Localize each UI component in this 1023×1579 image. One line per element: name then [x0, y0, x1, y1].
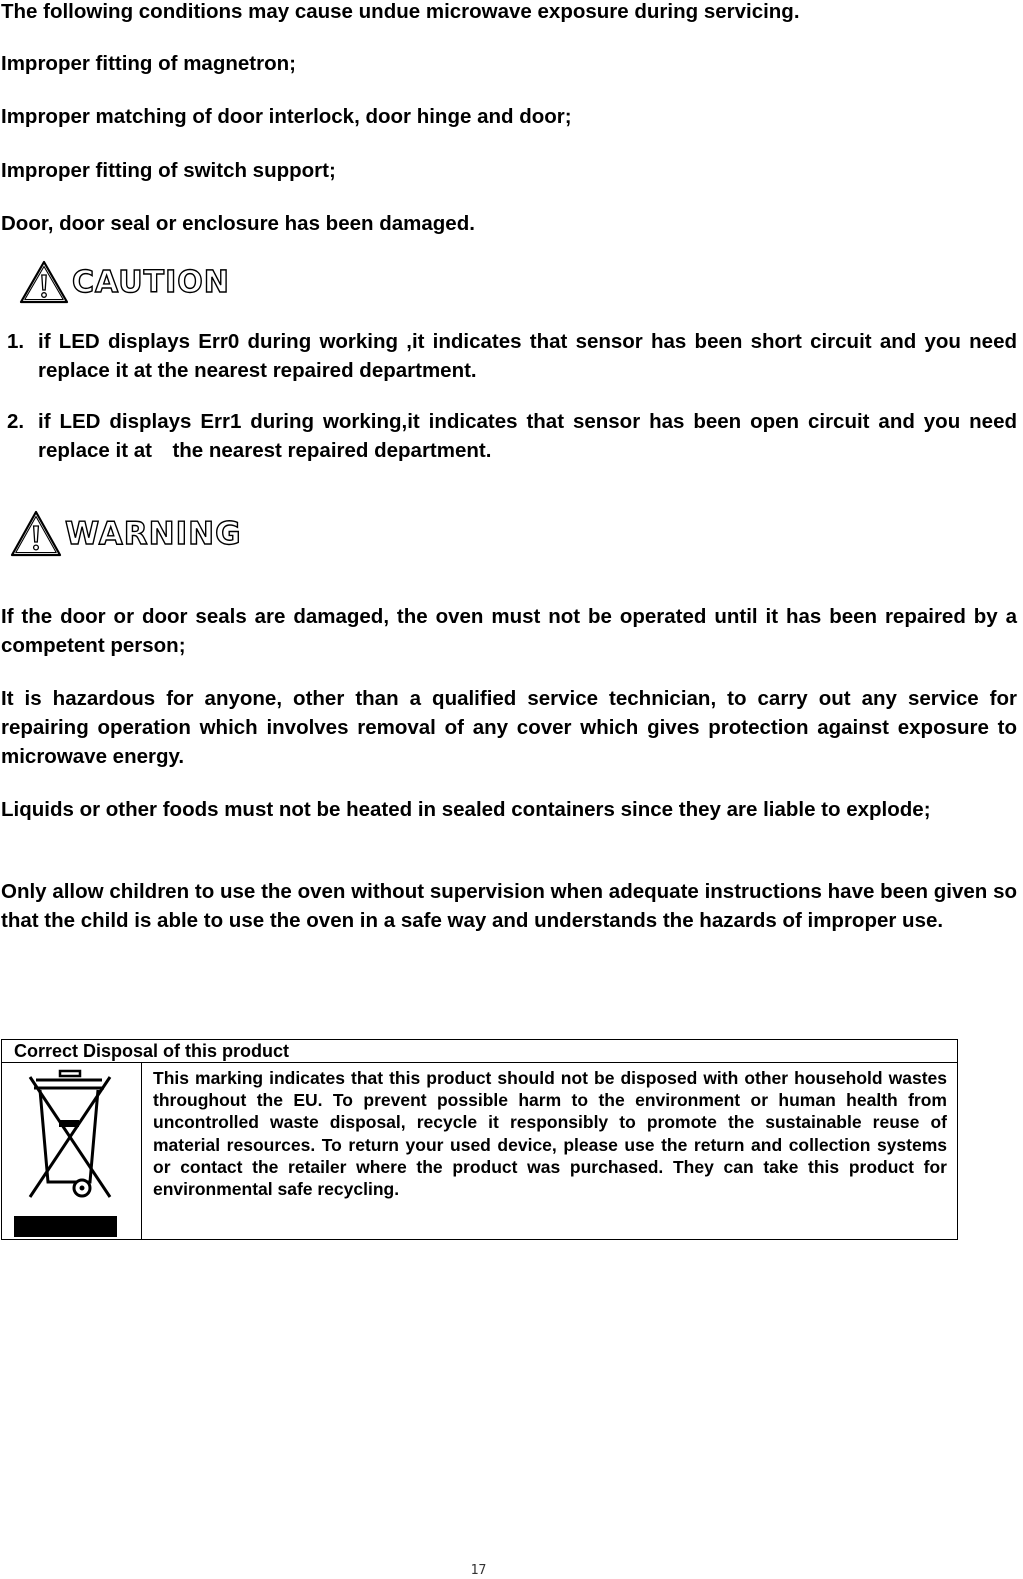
disposal-title: Correct Disposal of this product [2, 1040, 958, 1063]
item-number: 2. [7, 410, 25, 433]
condition-item: Improper matching of door interlock, door hinge and door; [1, 105, 572, 128]
condition-item: Improper fitting of switch support; [1, 159, 336, 182]
condition-item: Door, door seal or enclosure has been damaged. [1, 212, 475, 235]
caution-item-1 [7, 327, 1017, 385]
warning-triangle-icon [18, 259, 70, 305]
caution-label [18, 259, 230, 305]
caution-word: CAUTION [72, 264, 230, 300]
warning-triangle-icon [9, 509, 63, 559]
crossed-out-wheelie-bin-icon [2, 1063, 141, 1239]
page-number: 17 [470, 1563, 487, 1578]
item-text: if LED displays Err0 during working ,it indicates that sensor has been short circuit and you need replace it at the nearest repaired department. [38, 330, 1017, 382]
item-number: 1. [7, 330, 25, 353]
warning-paragraph: Liquids or other foods must not be heated in sealed containers since they are liable to explode; [1, 798, 931, 821]
warning-paragraph: If the door or door seals are damaged, the oven must not be operated until it has been repaired by a competent person; [1, 605, 1017, 657]
warning-paragraph: Only allow children to use the oven without supervision when adequate instructions have been given so that the child is able to use the oven in a safe way and understands the hazards of improper use. [1, 880, 1017, 932]
condition-item: Improper fitting of magnetron; [1, 52, 296, 75]
warning-word: WARNING [65, 516, 242, 552]
disposal-text: This marking indicates that this product should not be disposed with other household wastes throughout the EU. To prevent possible harm to the environment or human health from uncontrolled waste disposal, recycle it responsibly to promote the sustainable reuse of material resources. To return your used device, please use the return and collection systems or contact the retailer where the product was purchased. They can take this product for environmental safe recycling. [142, 1063, 958, 1240]
intro-heading: The following conditions may cause undue microwave exposure during servicing. [1, 0, 800, 23]
warning-paragraph: It is hazardous for anyone, other than a qualified service technician, to carry out any service for repairing operation which involves removal of any cover which gives protection against exposure to microwave energy. [1, 687, 1017, 768]
disposal-icon-cell [2, 1063, 142, 1240]
disposal-table [1, 1039, 958, 1240]
item-text: if LED displays Err1 during working,it indicates that sensor has been open circuit and you need replace it at the nearest repaired department. [38, 410, 1017, 462]
warning-label [9, 509, 242, 559]
caution-item-2 [7, 407, 1017, 465]
